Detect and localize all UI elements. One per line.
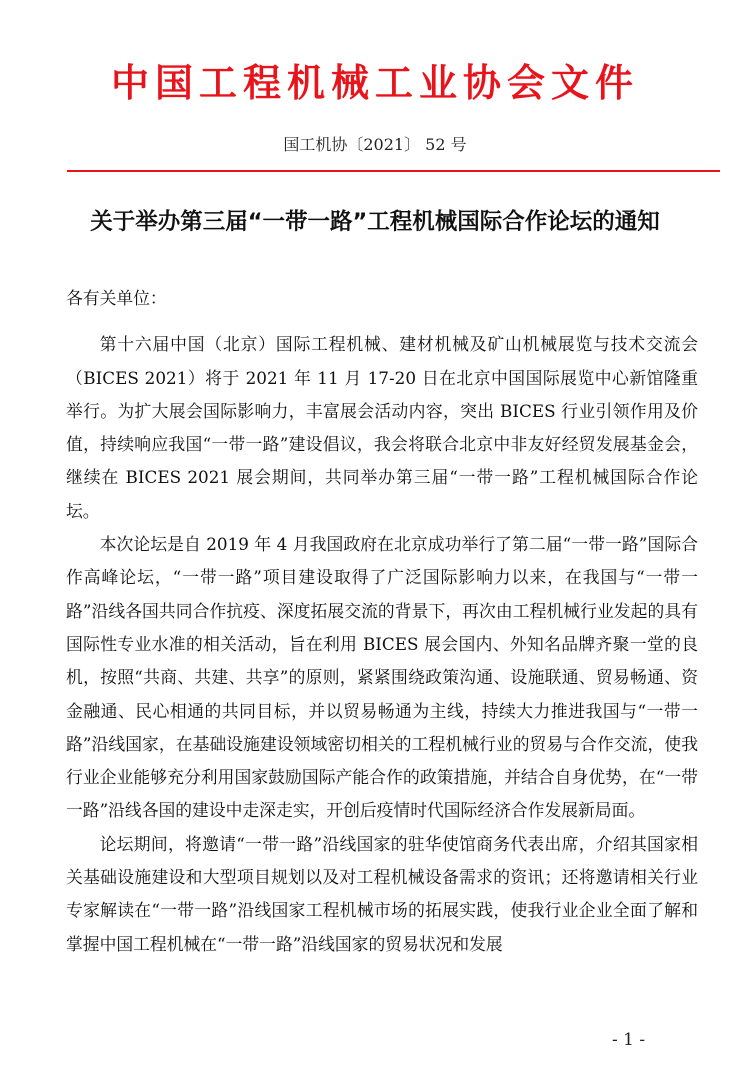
page-number: - 1 -	[612, 1030, 646, 1050]
issuing-organization-title: 中国工程机械工业协会文件	[110, 61, 639, 105]
document-body	[66, 282, 698, 961]
body-paragraph-1: 第十六届中国（北京）国际工程机械、建材机械及矿山机械展览与技术交流会（BICES 2021）将于 2021 年 11 月 17-20 日在北京中国国际展览中心新馆隆重举行。为扩大展会国际影响力，丰富展会活动内容，突出 BICES 行业引领作用及价值，持续响应我国“一带一路”建设倡议，我会将联合北京中非友好经贸发展基金会，继续在 BICES 2021 展会期间，共同举办第三届“一带一路”工程机械国际合作论坛。	[66, 334, 698, 521]
body-paragraph-2: 本次论坛是自 2019 年 4 月我国政府在北京成功举行了第二届“一带一路”国际合作高峰论坛，“一带一路”项目建设取得了广泛国际影响力以来，在我国与“一带一路”沿线各国共同合作抗疫、深度拓展交流的背景下，再次由工程机械行业发起的具有国际性专业水准的相关活动，旨在利用 BICES 展会国内、外知名品牌齐聚一堂的良机，按照“共商、共建、共享”的原则，紧紧围绕政策沟通、设施联通、贸易畅通、资金融通、民心相通的共同目标，并以贸易畅通为主线，持续大力推进我国与“一带一路”沿线国家，在基础设施建设领域密切相关的工程机械行业的贸易与合作交流，使我行业企业能够充分利用国家鼓励国际产能合作的政策措施，并结合自身优势，在“一带一路”沿线各国的建设中走深走实，开创后疫情时代国际经济合作发展新局面。	[66, 534, 698, 821]
body-paragraph-3: 论坛期间，将邀请“一带一路”沿线国家的驻华使馆商务代表出席，介绍其国家相关基础设施建设和大型项目规划以及对工程机械设备需求的资讯；还将邀请相关行业专家解读在“一带一路”沿线国家工程机械市场的拓展实践，使我行业企业全面了解和掌握中国工程机械在“一带一路”沿线国家的贸易状况和发展	[66, 833, 698, 954]
document-number: 国工机协〔2021〕 52 号	[283, 135, 467, 154]
salutation: 各有关单位：	[66, 288, 167, 308]
red-divider-line	[67, 170, 720, 172]
document-title: 关于举办第三届“一带一路”工程机械国际合作论坛的通知	[90, 209, 660, 235]
